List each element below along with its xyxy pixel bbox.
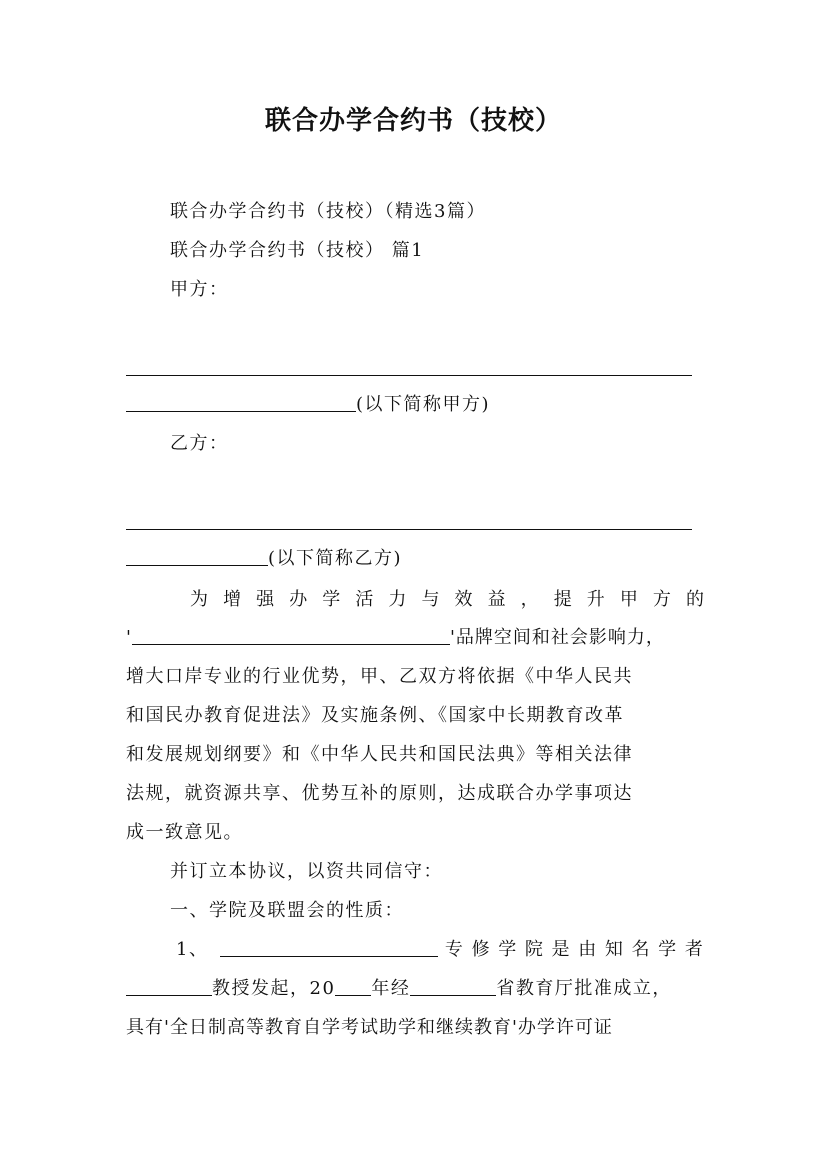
party-a-label: 甲方： bbox=[170, 279, 229, 300]
chapter-heading: 联合办学合约书（技校） 篇1 bbox=[170, 240, 425, 261]
item1-line2-text-a: 教授发起，20 bbox=[212, 978, 336, 999]
item1-word: 学 bbox=[498, 939, 517, 960]
brand-name-blank bbox=[132, 626, 450, 645]
para1-word: 与 bbox=[421, 589, 440, 610]
item1-line2 bbox=[126, 977, 706, 1001]
party-b-suffix: (以下简称乙方) bbox=[268, 548, 403, 569]
party-a-suffix: (以下简称甲方) bbox=[356, 394, 491, 415]
para1-line3: 增大口岸专业的行业优势，甲、乙双方将依据《中华人民共 bbox=[126, 666, 633, 687]
item1-number: 1、 bbox=[176, 939, 209, 960]
para1-line1 bbox=[190, 588, 704, 612]
founder-name-blank bbox=[126, 977, 212, 996]
party-a-name-blank bbox=[126, 393, 356, 412]
para1-word: 活 bbox=[355, 589, 374, 610]
item1-line1 bbox=[176, 938, 706, 962]
party-b-name-line bbox=[126, 529, 692, 530]
para1-word: 效 bbox=[454, 589, 473, 610]
quote-mark: ' bbox=[126, 627, 132, 648]
item1-word: 是 bbox=[551, 939, 570, 960]
para1-word: 的 bbox=[685, 589, 704, 610]
para1-word: 力 bbox=[388, 589, 407, 610]
party-b-name-blank bbox=[126, 547, 268, 566]
item1-word: 名 bbox=[631, 939, 650, 960]
party-b-suffix-line bbox=[126, 547, 706, 571]
para1-word: 方 bbox=[652, 589, 671, 610]
item1-word: 者 bbox=[684, 939, 703, 960]
document-subtitle: 联合办学合约书（技校）（精选3篇） bbox=[170, 201, 486, 222]
item1-word: 由 bbox=[578, 939, 597, 960]
party-a-suffix-line bbox=[126, 393, 706, 417]
para2: 并订立本协议，以资共同信守： bbox=[170, 861, 443, 882]
province-blank bbox=[410, 977, 496, 996]
document-title: 联合办学合约书（技校） bbox=[264, 106, 562, 136]
item1-line1-text bbox=[445, 938, 703, 962]
item1-word: 修 bbox=[471, 939, 490, 960]
para1-word: 学 bbox=[322, 589, 341, 610]
para1-line4: 和国民办教育促进法》及实施条例、《国家中长期教育改革 bbox=[126, 705, 624, 726]
item1-line2-text-c: 省教育厅批准成立， bbox=[496, 978, 672, 999]
para1-word: 甲 bbox=[619, 589, 638, 610]
year-blank bbox=[335, 977, 371, 996]
para1-word: 强 bbox=[256, 589, 275, 610]
section1-heading: 一、学院及联盟会的性质： bbox=[170, 900, 404, 921]
para1-word: 提 bbox=[553, 589, 572, 610]
item1-word: 知 bbox=[604, 939, 623, 960]
para1-line6: 法规，就资源共享、优势互补的原则，达成联合办学事项达 bbox=[126, 783, 633, 804]
para1-line5: 和发展规划纲要》和《中华人民共和国民法典》等相关法律 bbox=[126, 744, 633, 765]
para1-word: 升 bbox=[586, 589, 605, 610]
item1-line3: 具有'全日制高等教育自学考试助学和继续教育'办学许可证 bbox=[126, 1017, 613, 1038]
item1-word: 院 bbox=[524, 939, 543, 960]
item1-line2-text-b: 年经 bbox=[371, 978, 411, 999]
party-a-name-line bbox=[126, 375, 692, 376]
para1-word: 办 bbox=[289, 589, 308, 610]
para1-line2 bbox=[126, 626, 706, 650]
para1-line7: 成一致意见。 bbox=[126, 822, 243, 843]
para1-word: 为 bbox=[190, 589, 208, 610]
para1-word: 增 bbox=[223, 589, 242, 610]
item1-word: 专 bbox=[444, 939, 463, 960]
para1-word: ， bbox=[520, 589, 539, 610]
item1-word: 学 bbox=[658, 939, 677, 960]
college-name-blank bbox=[220, 938, 438, 957]
para1-line2-text: '品牌空间和社会影响力， bbox=[449, 627, 665, 648]
para1-word: 益 bbox=[487, 589, 506, 610]
party-b-label: 乙方： bbox=[170, 433, 229, 454]
